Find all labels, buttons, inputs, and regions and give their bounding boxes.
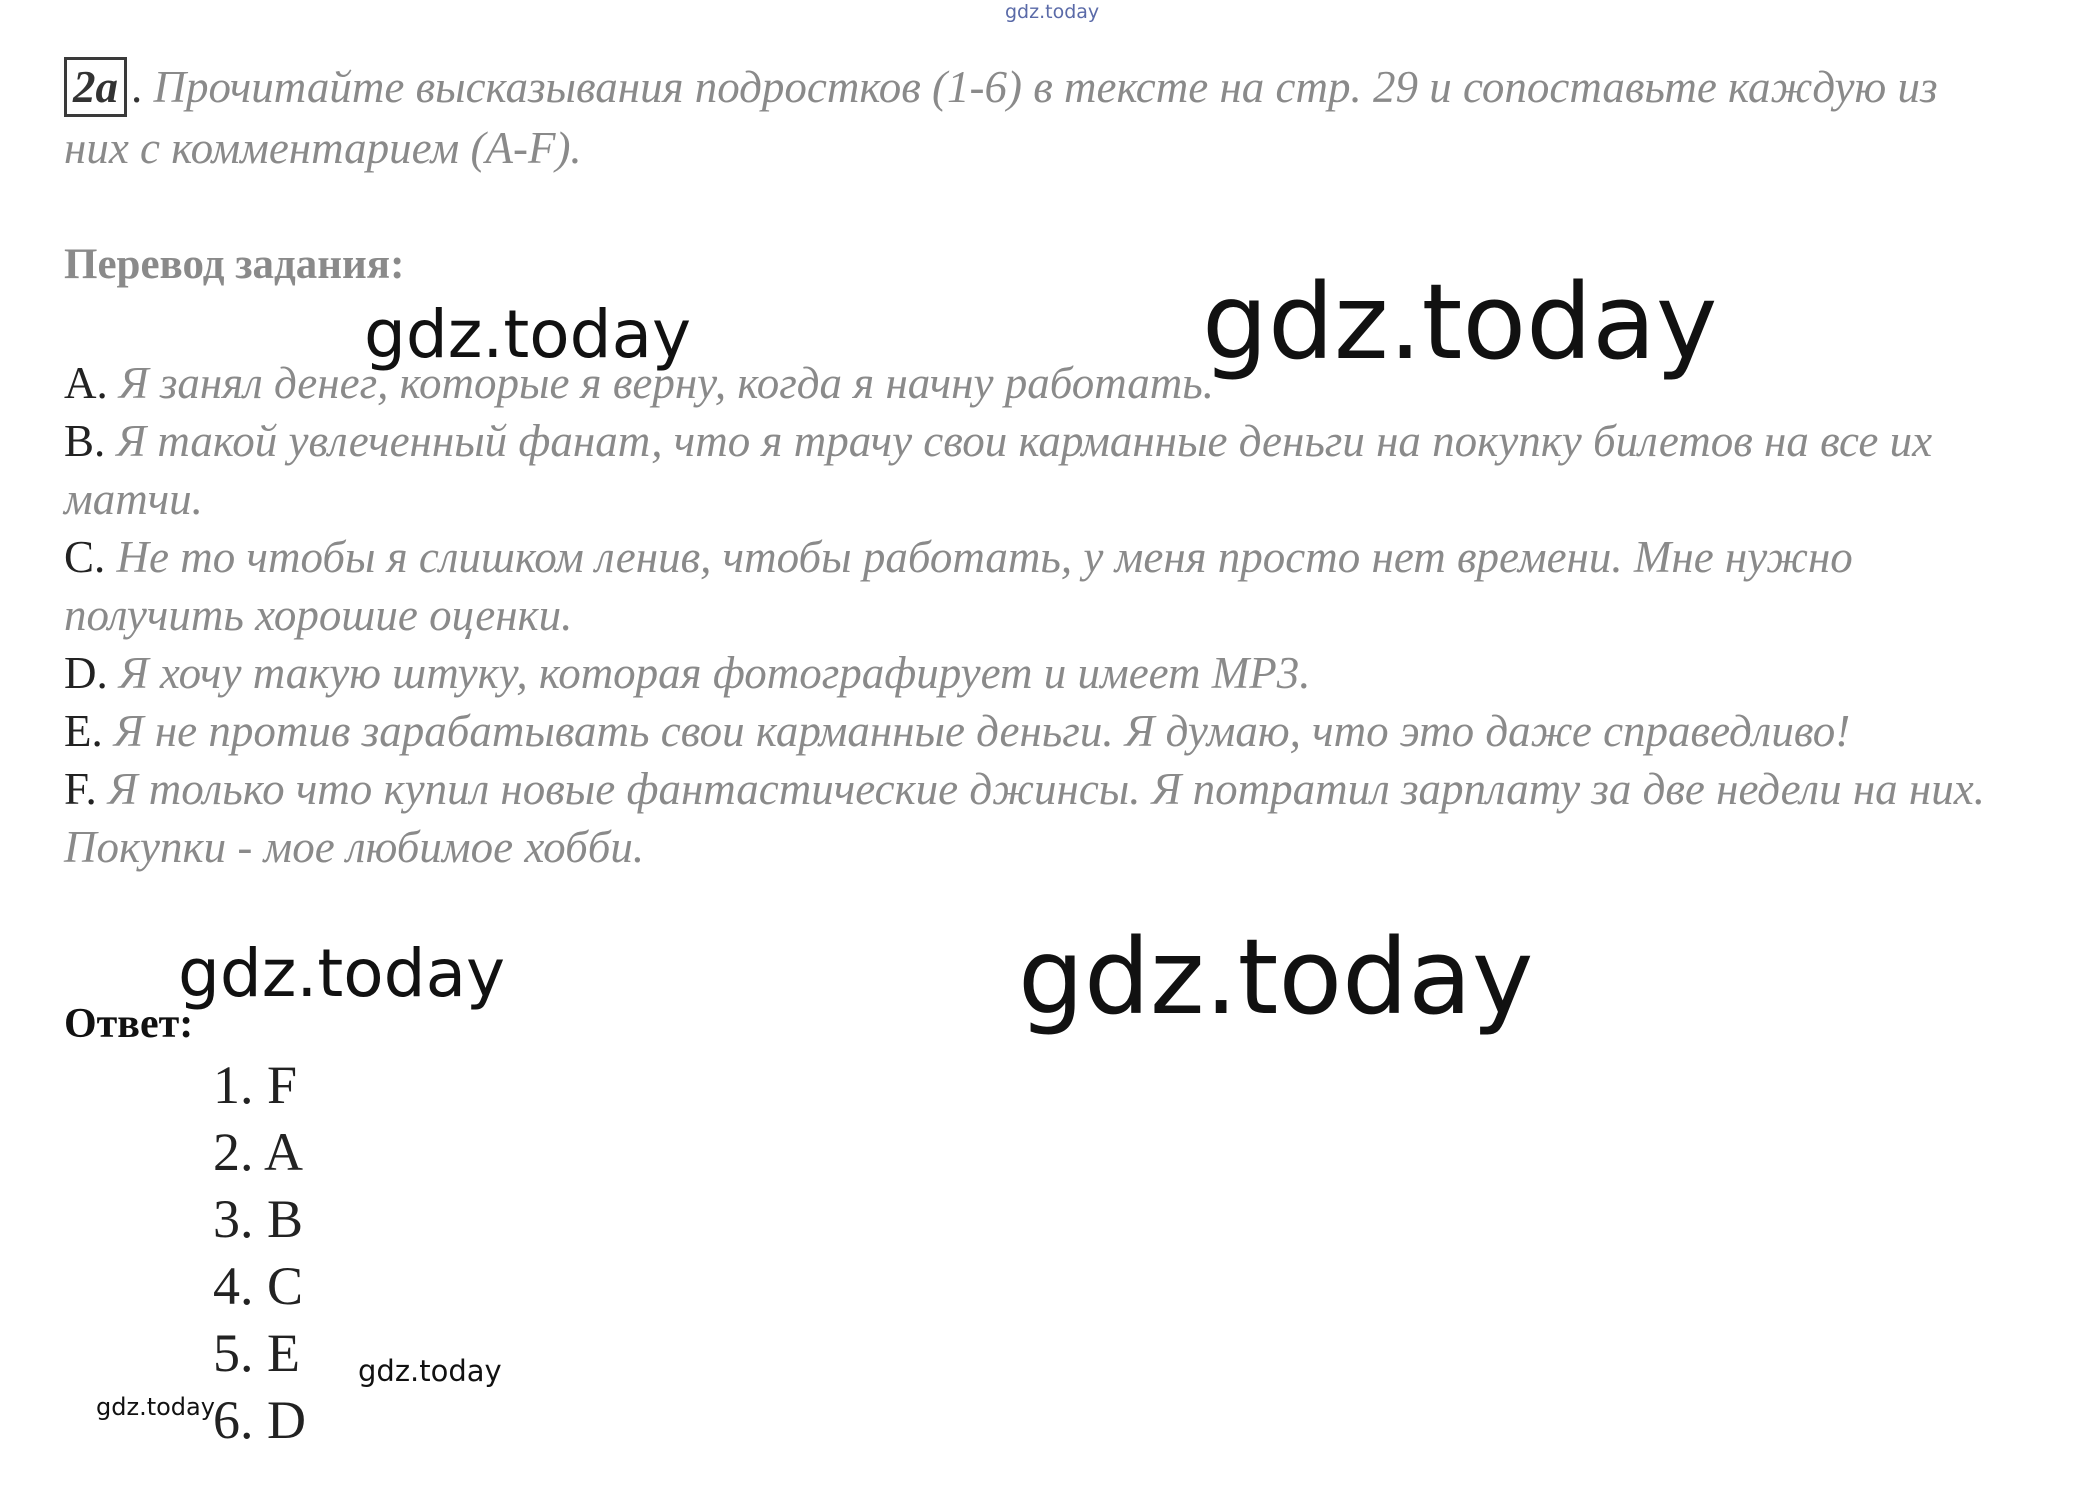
statement-letter: C [64, 532, 95, 582]
statement-letter: F [64, 764, 86, 814]
translation-heading: Перевод задания: [64, 241, 405, 288]
statement-letter: D [64, 648, 97, 698]
statement-text: Я хочу такую штуку, которая фотографирует и имеет MP3. [119, 648, 1311, 698]
statement-text: Я только что купил новые фантастические джинсы. Я потратил зарплату за две недели на них. Покупки - мое любимое хобби. [64, 764, 1985, 872]
answer-heading: Ответ: [64, 1001, 194, 1047]
statement-letter: B [64, 416, 95, 466]
answer-item: 2. A [213, 1122, 304, 1182]
watermark: gdz.today [178, 935, 506, 1012]
answer-item: 6. D [213, 1390, 306, 1450]
statement-a: A. Я занял денег, которые я верну, когда я начну работать. [64, 358, 1215, 408]
statement-text: Я занял денег, которые я верну, когда я начну работать. [119, 358, 1215, 408]
statement-c: C. Не то чтобы я слишком ленив, чтобы работать, у меня просто нет времени. Мне нужно получить хорошие оценки. [64, 532, 1853, 640]
statement-text: Я такой увлеченный фанат, что я трачу свои карманные деньги на покупку билетов на все их матчи. [64, 416, 1933, 524]
task-instruction: Прочитайте высказывания подростков (1-6) в тексте на стр. 29 и сопоставьте каждую из них с комментарием (A-F). [64, 62, 1938, 173]
statement-f: F. Я только что купил новые фантастические джинсы. Я потратил зарплату за две недели на них. Покупки - мое любимое хобби. [64, 764, 1985, 872]
answer-list [213, 1052, 306, 1454]
statement-e: E. Я не против зарабатывать свои карманные деньги. Я думаю, что это даже справедливо! [64, 706, 1851, 756]
watermark: gdz.today [96, 1393, 215, 1421]
statement-d: D. Я хочу такую штуку, которая фотографирует и имеет MP3. [64, 648, 1311, 698]
statement-text: Я не против зарабатывать свои карманные деньги. Я думаю, что это даже справедливо! [114, 706, 1851, 756]
statement-b: B. Я такой увлеченный фанат, что я трачу свои карманные деньги на покупку билетов на все их матчи. [64, 416, 1933, 524]
answer-item: 5. E [213, 1323, 300, 1383]
task-number-box [64, 57, 127, 117]
watermark: gdz.today [364, 296, 692, 373]
watermark: gdz.today [358, 1354, 502, 1388]
answer-item: 3. B [213, 1189, 304, 1249]
statement-list [64, 354, 2024, 876]
statement-text: Не то чтобы я слишком ленив, чтобы работать, у меня просто нет времени. Мне нужно получить хорошие оценки. [64, 532, 1853, 640]
answer-item: 4. C [213, 1256, 304, 1316]
watermark: gdz.today [1018, 916, 1534, 1038]
statement-letter: A [64, 358, 97, 408]
task-number: 2a [73, 62, 118, 112]
task-number-dot: . [131, 62, 143, 112]
watermark: gdz.today [1202, 261, 1718, 383]
task-header [64, 57, 1964, 179]
watermark-top: gdz.today [1005, 1, 1100, 23]
statement-letter: E [64, 706, 92, 756]
answer-item: 1. F [213, 1055, 298, 1115]
